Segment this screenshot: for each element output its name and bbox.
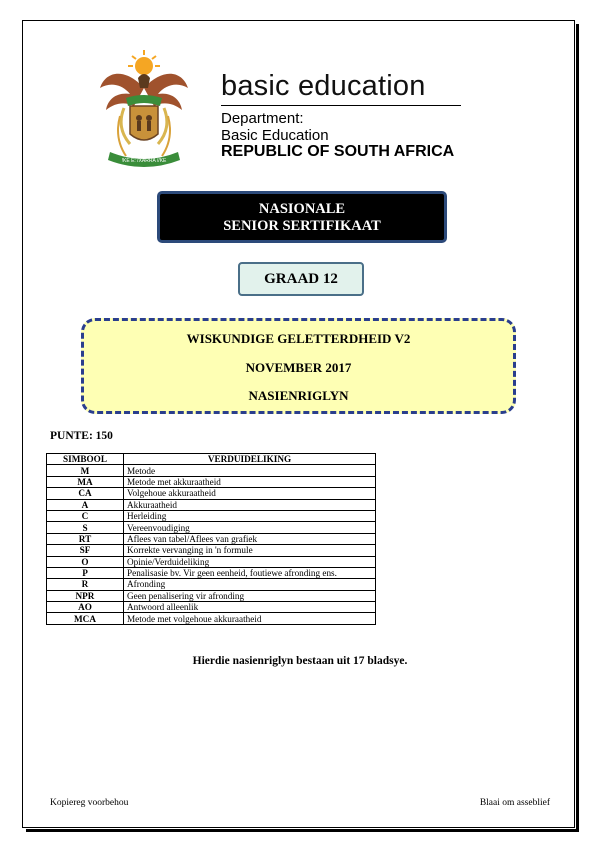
symbol-code: O [47,556,124,567]
table-row [47,579,376,590]
symbol-code: C [47,510,124,521]
subject-panel [81,318,516,414]
symbol-desc: Penalisasie bv. Vir geen eenheid, foutiewe afronding ens. [124,567,376,578]
symbol-desc: Afronding [124,579,376,590]
symbol-code: RT [47,533,124,544]
symbol-code: SF [47,545,124,556]
symbol-code: M [47,465,124,476]
symbol-desc: Geen penalisering vir afronding [124,590,376,601]
department-label: Department: [221,110,304,127]
total-marks: PUNTE: 150 [50,430,113,442]
symbol-desc: Metode met akkuraatheid [124,476,376,487]
table-row [47,545,376,556]
grade-badge: GRAAD 12 [238,262,364,296]
brand-title: basic education [221,70,426,102]
page-count-note: Hierdie nasienriglyn bestaan uit 17 bladsye. [192,655,408,667]
symbol-code: A [47,499,124,510]
turn-page-footer: Blaai om asseblief [479,798,550,808]
symbol-code: R [47,579,124,590]
table-row [47,567,376,578]
motto-text: !KE E: /XARRA //KE [121,158,167,164]
table-header-row [47,454,376,465]
symbol-code: CA [47,488,124,499]
table-row [47,488,376,499]
column-header-explanation: VERDUIDELIKING [124,454,376,465]
copyright-footer: Kopiereg voorbehou [50,798,129,808]
symbol-code: P [47,567,124,578]
certificate-line2: SENIOR SERTIFIKAAT [223,218,381,234]
table-row [47,476,376,487]
country-name: REPUBLIC OF SOUTH AFRICA [221,143,455,160]
symbol-desc: Metode [124,465,376,476]
table-row [47,510,376,521]
symbol-desc: Aflees van tabel/Aflees van grafiek [124,533,376,544]
symbol-desc: Opinie/Verduideliking [124,556,376,567]
symbol-code: NPR [47,590,124,601]
symbol-desc: Vereenvoudiging [124,522,376,533]
subject-title: WISKUNDIGE GELETTERDHEID V2 [186,331,411,346]
symbol-code: AO [47,602,124,613]
table-row [47,613,376,624]
symbol-desc: Akkuraatheid [124,499,376,510]
department-name: Basic Education [221,127,329,144]
document-type: NASIENRIGLYN [248,388,349,403]
brand-divider [221,105,461,106]
symbol-code: S [47,522,124,533]
column-header-symbol: SIMBOOL [47,454,124,465]
table-row [47,465,376,476]
symbol-code: MA [47,476,124,487]
table-row [47,602,376,613]
symbol-desc: Korrekte vervanging in 'n formule [124,545,376,556]
exam-date: NOVEMBER 2017 [245,360,352,375]
symbol-desc: Antwoord alleenlik [124,602,376,613]
symbol-table [46,453,376,625]
table-row [47,522,376,533]
certificate-banner [157,191,447,243]
symbol-desc: Volgehoue akkuraatheid [124,488,376,499]
symbol-code: MCA [47,613,124,624]
certificate-line1: NASIONALE [258,201,346,217]
coat-of-arms-logo [96,48,192,172]
table-row [47,533,376,544]
table-row [47,590,376,601]
table-row [47,556,376,567]
symbol-desc: Metode met volgehoue akkuraatheid [124,613,376,624]
table-row [47,499,376,510]
symbol-desc: Herleiding [124,510,376,521]
